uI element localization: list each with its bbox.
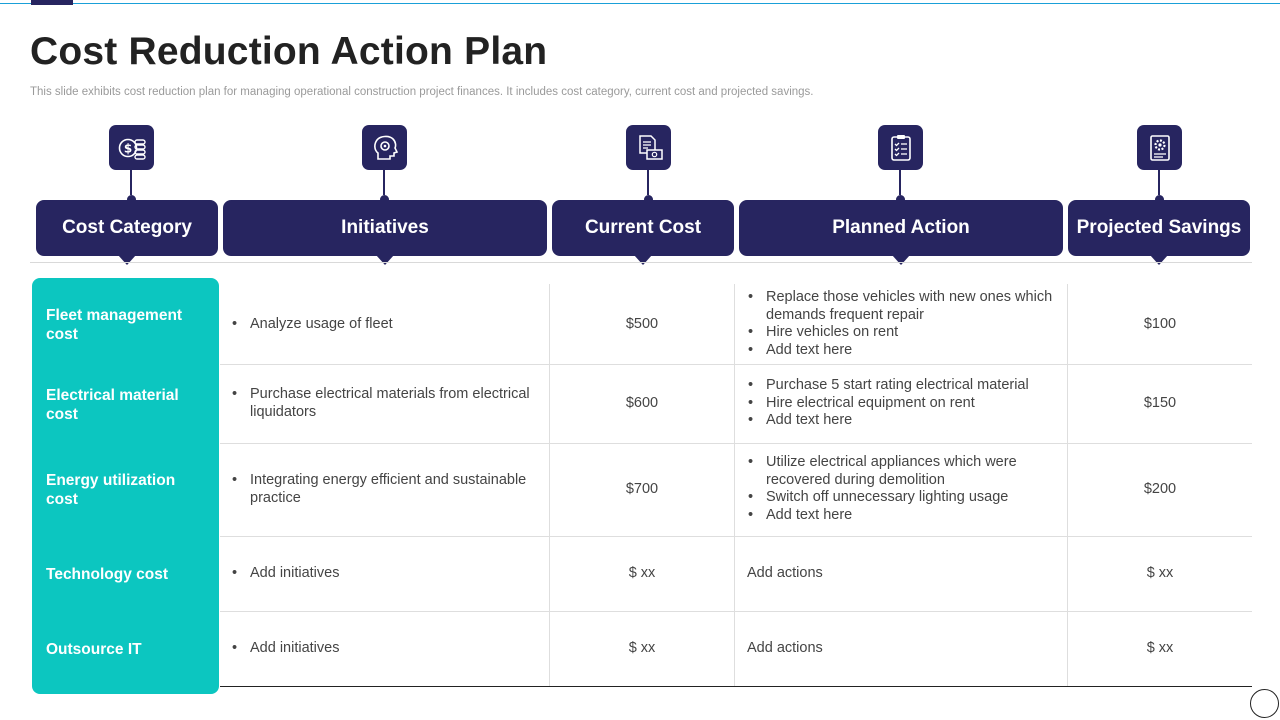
- current-cost-value: $600: [625, 395, 659, 411]
- savings-value: $200: [1143, 481, 1177, 497]
- header-projected-savings: Projected Savings: [1068, 200, 1250, 256]
- savings-value: $ xx: [1146, 640, 1174, 656]
- header-divider: [30, 262, 1252, 263]
- decorative-circle: [1250, 689, 1279, 718]
- category-fleet: Fleet management cost: [46, 307, 183, 343]
- head-gears-icon: [362, 125, 407, 170]
- list-item: • Integrating energy efficient and sustainable practice: [230, 472, 540, 507]
- page-title: Cost Reduction Action Plan: [30, 30, 548, 73]
- gear-document-icon: [1137, 125, 1182, 170]
- top-accent-tab: [31, 0, 73, 5]
- header-cost-category: Cost Category: [36, 200, 218, 256]
- top-accent-line: [0, 3, 1280, 4]
- savings-value: $100: [1143, 316, 1177, 332]
- list-item: • Add text here: [746, 342, 1058, 360]
- svg-text:$: $: [123, 141, 132, 155]
- current-cost-value: $700: [625, 481, 659, 497]
- initiatives-list: [230, 472, 540, 507]
- initiatives-list: [230, 316, 535, 334]
- list-item: • Hire electrical equipment on rent: [746, 395, 1058, 413]
- initiatives-list: [230, 640, 535, 658]
- action-text: Add actions: [747, 565, 823, 581]
- category-outsource: Outsource IT: [46, 641, 142, 658]
- list-item: • Add initiatives: [230, 565, 535, 583]
- row-divider: [220, 364, 1252, 365]
- list-item: • Add text here: [746, 507, 1058, 525]
- initiatives-list: [230, 565, 535, 583]
- invoice-cash-icon: [626, 125, 671, 170]
- row-divider: [220, 536, 1252, 537]
- coins-icon: [109, 125, 154, 170]
- column-divider: [734, 284, 735, 686]
- column-divider: [1067, 284, 1068, 686]
- current-cost-value: $ xx: [628, 640, 656, 656]
- list-item: • Add initiatives: [230, 640, 535, 658]
- row-divider: [220, 611, 1252, 612]
- category-energy: Energy utilization cost: [46, 472, 176, 508]
- current-cost-value: $ xx: [628, 565, 656, 581]
- list-item: • Utilize electrical appliances which were recovered during demolition: [746, 454, 1058, 489]
- checklist-clipboard-icon: [878, 125, 923, 170]
- header-planned-action: Planned Action: [739, 200, 1063, 256]
- current-cost-value: $500: [625, 316, 659, 332]
- list-item: • Switch off unnecessary lighting usage: [746, 489, 1058, 507]
- header-current-cost: Current Cost: [552, 200, 734, 256]
- header-initiatives: Initiatives: [223, 200, 547, 256]
- page-subtitle: This slide exhibits cost reduction plan for managing operational construction project finances. It includes cost category, current cost and projected savings.: [30, 86, 814, 98]
- list-item: • Add text here: [746, 412, 1058, 430]
- list-item: • Purchase electrical materials from electrical liquidators: [230, 386, 540, 421]
- actions-list: [746, 377, 1058, 430]
- savings-value: $ xx: [1146, 565, 1174, 581]
- actions-list: [746, 454, 1058, 524]
- list-item: • Analyze usage of fleet: [230, 316, 535, 334]
- table-bottom-border: [220, 686, 1252, 687]
- column-divider: [549, 284, 550, 686]
- actions-list: [746, 289, 1058, 359]
- initiatives-list: [230, 386, 540, 421]
- list-item: • Replace those vehicles with new ones which demands frequent repair: [746, 289, 1058, 324]
- list-item: • Purchase 5 start rating electrical material: [746, 377, 1058, 395]
- action-text: Add actions: [747, 640, 823, 656]
- row-divider: [220, 443, 1252, 444]
- savings-value: $150: [1143, 395, 1177, 411]
- list-item: • Hire vehicles on rent: [746, 324, 1058, 342]
- category-technology: Technology cost: [46, 566, 169, 583]
- category-electrical: Electrical material cost: [46, 387, 179, 423]
